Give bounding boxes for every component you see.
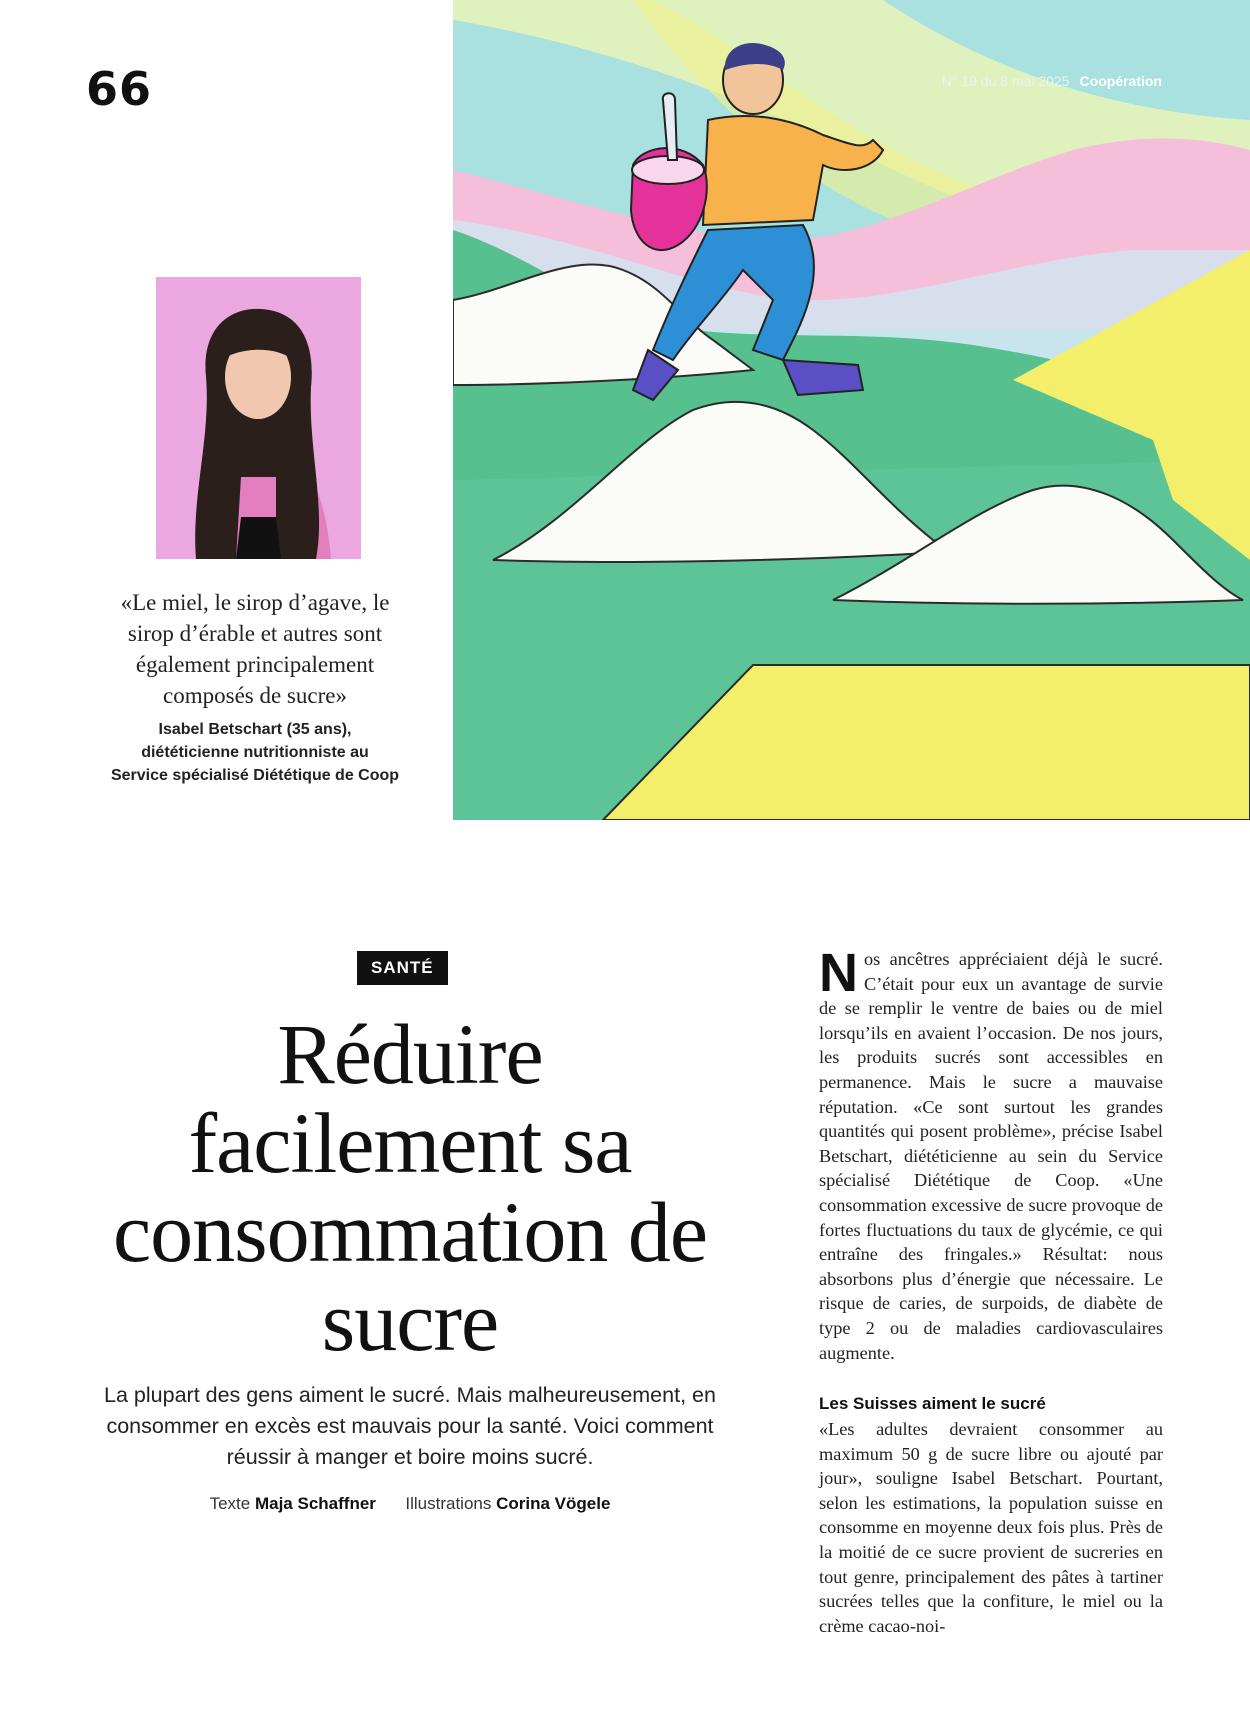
issue-line xyxy=(942,73,1162,89)
paragraph-text: os ancêtres appréciaient déjà le sucré. C’était pour eux un avantage de survie de se remplir le ventre de baies ou de miel lorsqu’ils en avaient l’occasion. De nos jours, les produits sucrés sont accessibles en permanence. Mais le sucre a mauvaise réputation. «Ce sont surtout les grandes quantités qui posent problème», précise Isabel Betschart, diététicienne au sein du Service spécialisé Diététique de Coop. «Une consommation excessive de sucre provoque de fortes fluctuations du taux de glycémie, ce qui entraîne des fringales.» Résultat: nous absorbons plus d’énergie que nécessaire. Le risque de caries, de surpoids, de diabète de type 2 ou de maladies cardiovasculaires augmente. xyxy=(819,949,1163,1363)
portrait-drawing xyxy=(156,277,361,559)
quote-author xyxy=(100,718,410,787)
article-paragraph xyxy=(819,943,1163,1365)
hero-illustration xyxy=(453,0,1250,820)
article-body xyxy=(819,943,1163,1638)
text-credit-author: Maja Schaffner xyxy=(254,1494,376,1513)
section-rubric: SANTÉ xyxy=(357,951,448,985)
portrait-photo xyxy=(156,277,361,559)
article-paragraph: «Les adultes devraient consommer au maximum 50 g de sucre libre ou ajouté par jour», souligne Isabel Betschart. Pourtant, selon les estimations, la population suisse en consomme en moyenne deux fois plus. Près de la moitié de ce sucre provient de sucreries en tout genre, principalement des pâtes à tartiner sucrées telles que la confiture, le miel ou la crème cacao-noi- xyxy=(819,1419,1163,1636)
quote-author-line: Isabel Betschart (35 ans), xyxy=(158,721,352,738)
issue-number: N° 19 du 8 mai 2025 xyxy=(941,73,1070,89)
page-number: 66 xyxy=(86,62,153,116)
illustration-credit-author: Corina Vögele xyxy=(496,1494,611,1513)
illustration-credit-label: Illustrations xyxy=(405,1494,492,1513)
quote-author-line: diététicienne nutritionniste au xyxy=(141,744,369,761)
pull-quote: «Le miel, le sirop d’agave, le sirop d’érable et autres sont également principalement composés de sucre» xyxy=(120,590,390,708)
drop-cap: N xyxy=(819,943,858,1003)
quote-author-line: Service spécialisé Diététique de Coop xyxy=(110,767,400,784)
illustration-art xyxy=(453,0,1250,820)
article-credits xyxy=(100,1494,720,1514)
article-subhead: Les Suisses aiment le sucré xyxy=(819,1394,1046,1414)
article-lead: La plupart des gens aiment le sucré. Mais malheureusement, en consommer en excès est mauvais pour la santé. Voici comment réussir à manger et boire moins sucré. xyxy=(104,1383,716,1469)
text-credit-label: Texte xyxy=(209,1494,251,1513)
magazine-brand: Coopération xyxy=(1079,73,1162,89)
article-headline: Réduire facilement sa consommation de sucre xyxy=(112,1006,708,1369)
